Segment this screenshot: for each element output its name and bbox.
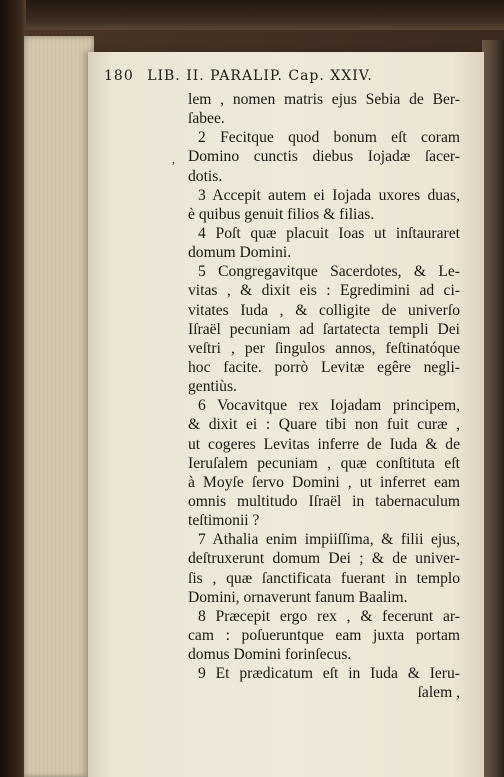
catchword-line: ſalem , — [417, 684, 460, 702]
verse-line: 2 Fecitque quod bonum eſt coram — [198, 129, 460, 147]
text-line: domus Domini forinſecus. — [188, 646, 352, 664]
text-line: ſabee. — [188, 110, 225, 128]
verse-line: 3 Accepit autem ei Iojada uxores duas, — [198, 186, 460, 204]
text-line: Domino cunctis diebus Iojadæ ſacer- — [188, 148, 460, 166]
text-line: & dixit ei : Quare tibi non fuit curæ , — [188, 416, 460, 434]
text-line: hoc facite. porrò Levitæ egêre negli- — [188, 358, 460, 376]
verse-line: 9 Et prædicatum eſt in Iuda & Ieru- — [198, 665, 460, 683]
verse-line: 4 Poſt quæ placuit Ioas ut inſtauraret — [198, 224, 460, 242]
text-line: dotis. — [188, 167, 223, 185]
book-cover-right — [482, 40, 504, 777]
verse-line: 7 Athalia enim impiiſſima, & filii ejus, — [198, 531, 460, 549]
page-stack-edges — [24, 36, 94, 777]
running-title: LIB. II. PARALIP. Cap. XXIV. — [147, 68, 373, 84]
text-line: gentiùs. — [188, 378, 237, 396]
text-line: à Moyſe ſervo Domini , ut inferret eam — [188, 473, 460, 491]
text-line: è quibus genuit filios & filias. — [188, 205, 375, 223]
text-line: Iſraël pecuniam ad ſartatecta templi Dei — [188, 320, 460, 338]
text-line: vitates Iuda , & colligite de univerſo — [188, 301, 460, 319]
text-line: ſis , quæ ſanctificata fuerant in templo — [188, 569, 460, 587]
verse-line: 6 Vocavitque rex Iojadam principem, — [198, 397, 460, 415]
text-line: Ieruſalem pecuniam , quæ conſtituta eſt — [188, 454, 460, 472]
verse-line: 5 Congregavitque Sacerdotes, & Le- — [198, 263, 460, 281]
verse-line: 8 Præcepit ergo rex , & fecerunt ar- — [198, 607, 460, 625]
text-line: vitas , & dixit eis : Egredimini ad ci- — [188, 282, 460, 300]
text-line: Domini, ornaverunt fanum Baalim. — [188, 588, 408, 606]
text-line: teſtimonii ? — [188, 512, 260, 530]
book-spine — [0, 0, 26, 777]
text-line: omnis multitudo Iſraël in tabernaculum — [188, 492, 460, 510]
text-line: cam : poſueruntque eam juxta portam — [188, 626, 460, 644]
text-line: domum Domini. — [188, 244, 292, 262]
text-line: deſtruxerunt domum Dei ; & de univer- — [188, 550, 460, 568]
body-text — [188, 90, 460, 703]
running-head — [104, 68, 458, 84]
book-cover-top — [0, 0, 504, 30]
text-line: ut cogeres Levitas inferre de Iuda & de — [188, 435, 460, 453]
page-number: 180 — [104, 68, 134, 84]
text-line: veſtri , per ſingulos annos, feſtinatóque — [188, 339, 460, 357]
margin-mark: , — [172, 152, 175, 166]
text-line: lem , nomen matris ejus Sebia de Ber- — [188, 91, 460, 108]
